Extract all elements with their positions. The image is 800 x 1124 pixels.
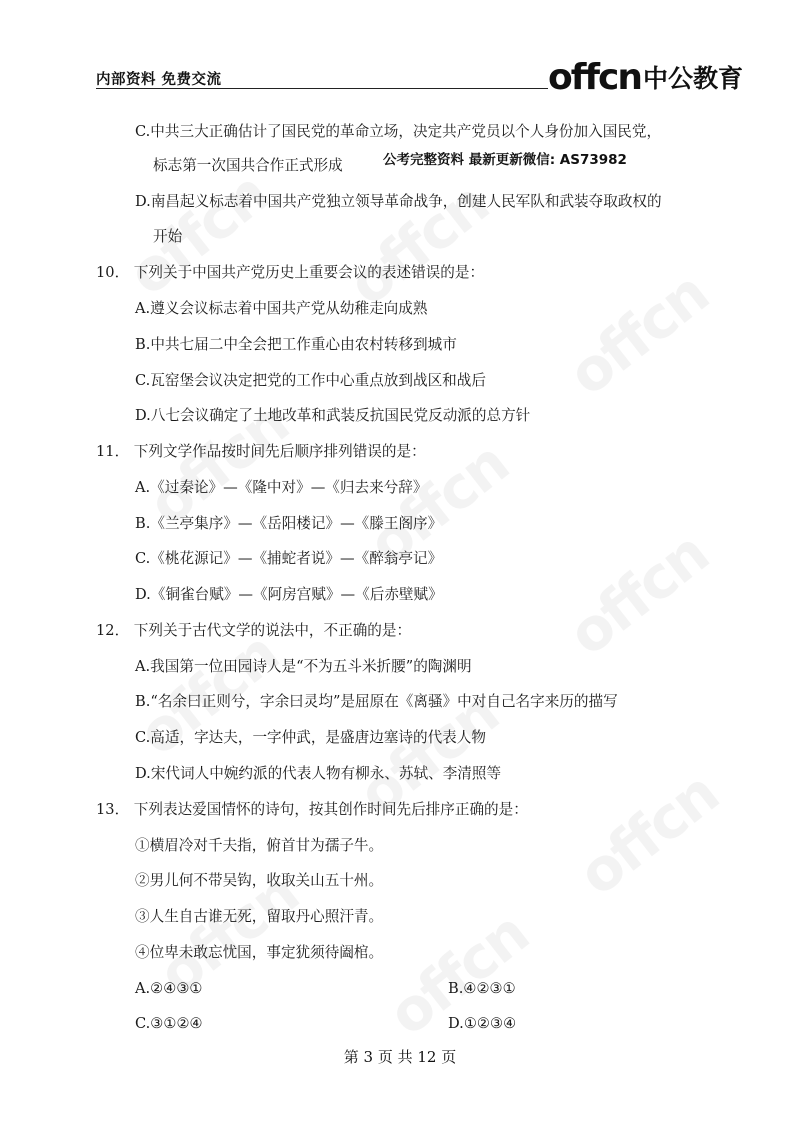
watermark <box>556 519 721 669</box>
option-line: C.《桃花源记》—《捕蛇者说》—《醉翁亭记》 <box>135 550 443 567</box>
watermark <box>116 159 281 309</box>
option-line: B.中共七届二中全会把工作重心由农村转移到城市 <box>135 336 457 353</box>
text-line: C.中共三大正确估计了国民党的革命立场，决定共产党员以个人身份加入国民党， <box>135 123 662 140</box>
page-number: 第 3 页 共 12 页 <box>343 1048 457 1066</box>
text-line: D.南昌起义标志着中国共产党独立领导革命战争，创建人民军队和武装夺取政权的 <box>135 193 662 210</box>
option-a: A.②④③① <box>135 980 203 997</box>
option-line: A.我国第一位田园诗人是“不为五斗米折腰”的陶渊明 <box>135 658 472 675</box>
option-line: D.《铜雀台赋》—《阿房宫赋》—《后赤壁赋》 <box>135 586 443 603</box>
question-10: 10． 下列关于中国共产党历史上重要会议的表述错误的是： <box>96 264 485 281</box>
option-line: C.瓦窑堡会议决定把党的工作中心重点放到战区和战后 <box>135 372 486 389</box>
text-line: 标志第一次国共合作正式形成 <box>153 157 343 174</box>
option-line: A.遵义会议标志着中国共产党从幼稚走向成熟 <box>135 300 428 317</box>
option-line: C.高适，字达夫，一字仲武，是盛唐边塞诗的代表人物 <box>135 729 486 746</box>
option-d: D.①②③④ <box>448 1015 517 1032</box>
contact-notice: 公考完整资料 最新更新微信: AS73982 <box>383 152 627 168</box>
option-line: A.《过秦论》—《隆中对》—《归去来兮辞》 <box>135 479 428 496</box>
option-line: D.宋代词人中婉约派的代表人物有柳永、苏轼、李清照等 <box>135 765 502 782</box>
option-line: D.八七会议确定了土地改革和武装反抗国民党反动派的总方针 <box>135 407 531 424</box>
header-rule <box>96 88 548 89</box>
offcn-logo <box>548 57 744 98</box>
logo-cn-text: 中公教育 <box>643 64 744 93</box>
question-12: 12． 下列关于古代文学的说法中，不正确的是： <box>96 622 412 639</box>
poem-line: ③人生自古谁无死，留取丹心照汗青。 <box>135 908 384 925</box>
option-line: B.“名余曰正则兮，字余曰灵均”是屈原在《离骚》中对自己名字来历的描写 <box>135 693 618 710</box>
question-11: 11． 下列文学作品按时间先后顺序排列错误的是： <box>96 443 426 460</box>
watermark <box>556 259 721 409</box>
option-c: C.③①②④ <box>135 1015 203 1032</box>
poem-line: ④位卑未敢忘忧国，事定犹须待阖棺。 <box>135 944 384 961</box>
header-label: 内部资料 免费交流 <box>96 72 222 88</box>
watermark <box>566 759 731 909</box>
option-b: B.④②③① <box>448 980 516 997</box>
text-line: 开始 <box>153 228 183 245</box>
logo-latin-text: offcn <box>548 57 642 98</box>
poem-line: ②男儿何不带吴钩，收取关山五十州。 <box>135 872 384 889</box>
poem-line: ①横眉冷对千夫指，俯首甘为孺子牛。 <box>135 837 384 854</box>
question-13: 13． 下列表达爱国情怀的诗句，按其创作时间先后排序正确的是： <box>96 801 528 818</box>
option-line: B.《兰亭集序》—《岳阳楼记》—《滕王阁序》 <box>135 515 443 532</box>
